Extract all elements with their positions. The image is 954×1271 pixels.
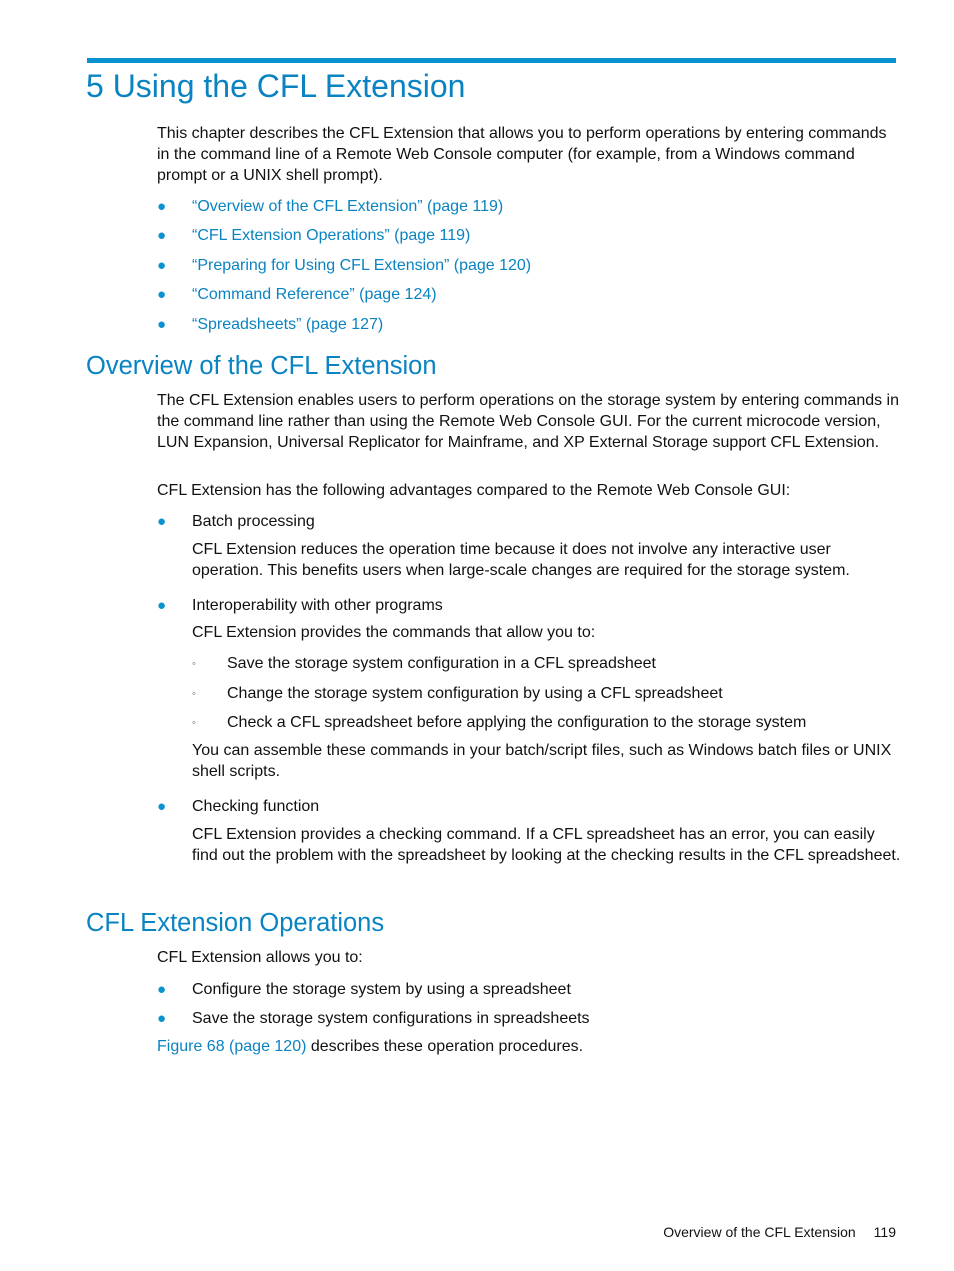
bullet-icon: ●	[157, 513, 167, 530]
operations-intro: CFL Extension allows you to:	[157, 949, 363, 966]
advantage-item	[157, 511, 902, 533]
circle-bullet-icon: ◦	[192, 658, 196, 670]
bullet-icon: ●	[157, 286, 167, 303]
chapter-link-item[interactable]	[157, 225, 902, 247]
figure-link[interactable]: Figure 68 (page 120)	[157, 1038, 307, 1055]
operation-item	[157, 1008, 902, 1030]
overview-advantages-intro: CFL Extension has the following advantages compared to the Remote Web Console GUI:	[157, 482, 791, 499]
bullet-icon: ●	[157, 798, 167, 815]
chapter-title: 5 Using the CFL Extension	[86, 68, 466, 104]
sub-list-text: Save the storage system configuration in a CFL spreadsheet	[227, 655, 656, 672]
chapter-link-item[interactable]	[157, 196, 902, 218]
overview-para: The CFL Extension enables users to perform operations on the storage system by entering commands in the command line rather than using the Remote Web Console GUI. For the current microcode version, LUN Expansion, Universal Replicator for Mainframe, and XP External Storage support CFL Extension.	[157, 392, 900, 451]
chapter-link[interactable]: “Preparing for Using CFL Extension” (page 120)	[192, 257, 532, 274]
sub-list-item	[192, 653, 902, 675]
bullet-icon: ●	[157, 1010, 167, 1027]
advantage-desc: CFL Extension provides a checking command. If a CFL spreadsheet has an error, you can easily find out the problem with the spreadsheet by looking at the checking results in the CFL spreadsheet.	[192, 826, 901, 864]
bullet-icon: ●	[157, 316, 167, 333]
advantage-item	[157, 796, 902, 818]
page-footer	[663, 1222, 896, 1242]
bullet-icon: ●	[157, 257, 167, 274]
sub-list-item	[192, 712, 902, 734]
sub-list-text: Check a CFL spreadsheet before applying the configuration to the storage system	[227, 714, 807, 731]
sub-list-text: Change the storage system configuration by using a CFL spreadsheet	[227, 685, 723, 702]
advantage-title: Batch processing	[192, 513, 315, 530]
chapter-link-item[interactable]	[157, 284, 902, 306]
overview-heading: Overview of the CFL Extension	[86, 352, 437, 380]
chapter-top-rule	[87, 58, 896, 63]
advantage-desc: CFL Extension provides the commands that allow you to:	[192, 624, 596, 641]
advantage-title: Interoperability with other programs	[192, 597, 443, 614]
page-number: 119	[873, 1224, 896, 1240]
circle-bullet-icon: ◦	[192, 688, 196, 700]
figure-reference	[157, 1036, 902, 1057]
operation-item	[157, 979, 902, 1001]
bullet-icon: ●	[157, 597, 167, 614]
chapter-link-item[interactable]	[157, 255, 902, 277]
footer-section-title: Overview of the CFL Extension	[663, 1224, 856, 1240]
operation-text: Save the storage system configurations in spreadsheets	[192, 1010, 590, 1027]
advantage-after: You can assemble these commands in your batch/script files, such as Windows batch files or UNIX shell scripts.	[192, 742, 892, 780]
sub-list-item	[192, 683, 902, 705]
operation-text: Configure the storage system by using a spreadsheet	[192, 981, 571, 998]
advantage-item	[157, 595, 902, 617]
figure-reference-text: describes these operation procedures.	[306, 1038, 584, 1055]
chapter-link[interactable]: “Spreadsheets” (page 127)	[192, 316, 384, 333]
chapter-link[interactable]: “CFL Extension Operations” (page 119)	[192, 227, 471, 244]
bullet-icon: ●	[157, 227, 167, 244]
advantage-desc: CFL Extension reduces the operation time because it does not involve any interactive user operation. This benefits users when large-scale changes are required for the storage system.	[192, 541, 850, 579]
chapter-link-item[interactable]	[157, 314, 902, 336]
operations-heading: CFL Extension Operations	[86, 909, 385, 937]
circle-bullet-icon: ◦	[192, 717, 196, 729]
chapter-intro: This chapter describes the CFL Extension that allows you to perform operations by entering commands in the command line of a Remote Web Console computer (for example, from a Windows command prompt or a UNIX shell prompt).	[157, 125, 887, 184]
bullet-icon: ●	[157, 198, 167, 215]
advantage-title: Checking function	[192, 798, 320, 815]
chapter-link[interactable]: “Command Reference” (page 124)	[192, 286, 437, 303]
chapter-link[interactable]: “Overview of the CFL Extension” (page 119)	[192, 198, 504, 215]
bullet-icon: ●	[157, 981, 167, 998]
